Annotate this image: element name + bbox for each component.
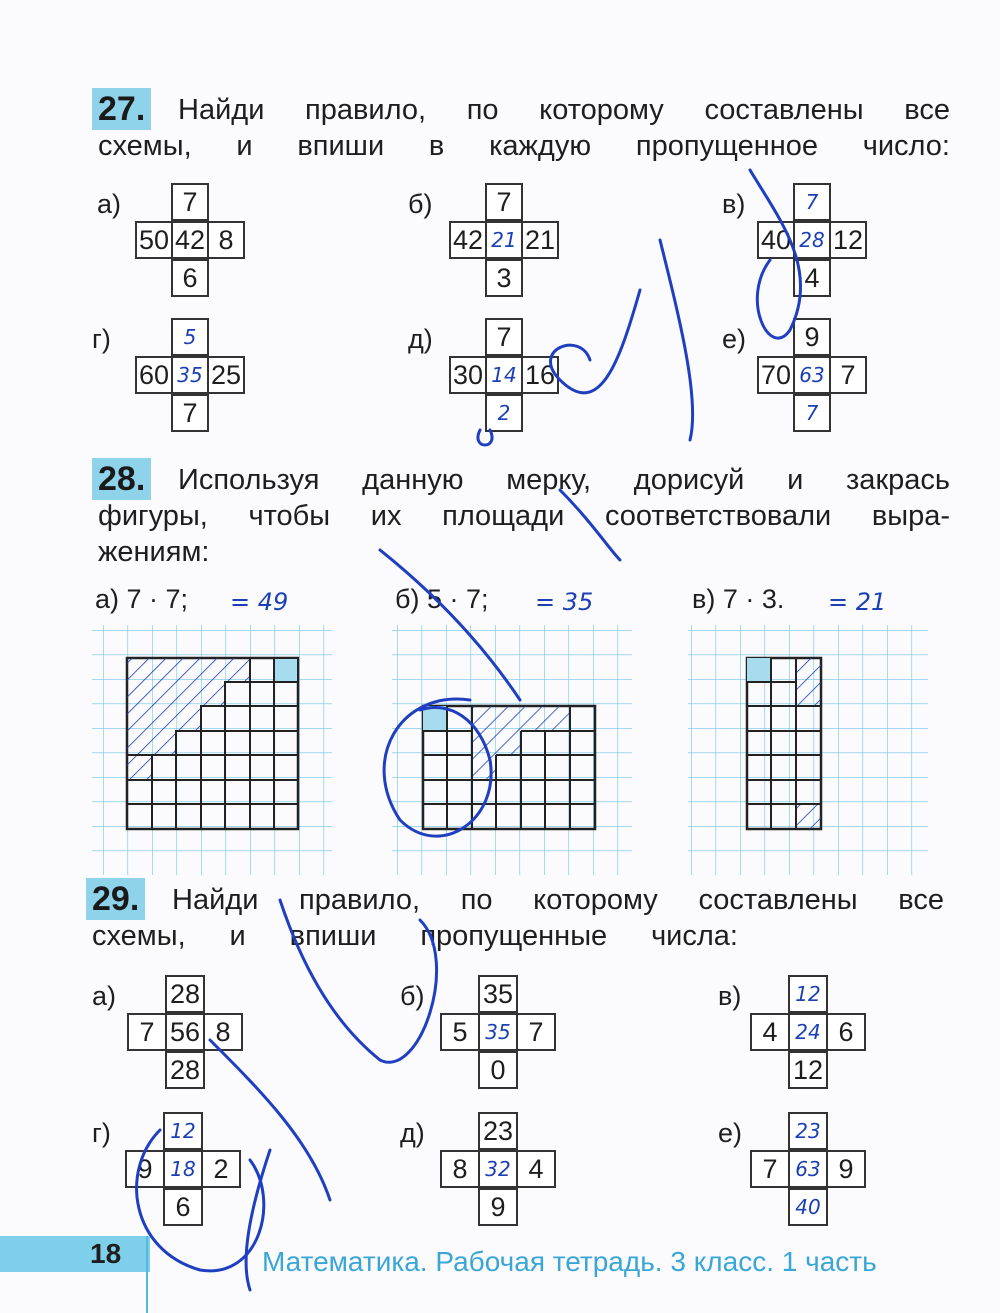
t29-cross-1-right-cell: 7 xyxy=(516,1013,556,1051)
t27-cross-2-label: в) xyxy=(722,189,746,219)
t29-cross-0-left-cell: 7 xyxy=(127,1013,167,1051)
task-28-b-answer: = 35 xyxy=(535,588,594,616)
t27-cross-2-left-cell: 40 xyxy=(757,221,795,259)
t29-cross-1-label: б) xyxy=(400,981,425,1011)
t27-cross-5-left-cell: 70 xyxy=(757,356,795,394)
task-28-b-label: б) 5 · 7; xyxy=(395,584,489,614)
t27-cross-0-label: а) xyxy=(97,189,122,219)
task-29-number: 29. xyxy=(86,878,145,920)
t29-cross-3-label: г) xyxy=(92,1118,111,1148)
t27-cross-0-left-cell: 50 xyxy=(135,221,173,259)
t29-cross-3-left-cell: 9 xyxy=(125,1150,165,1188)
t29-cross-2-label: в) xyxy=(718,981,742,1011)
t27-cross-5-bottom-cell[interactable]: 7 xyxy=(793,394,831,432)
t29-cross-5-left-cell: 7 xyxy=(750,1150,790,1188)
footer-title: Математика. Рабочая тетрадь. 3 класс. 1 часть xyxy=(262,1246,877,1277)
page-number: 18 xyxy=(90,1238,122,1269)
t29-cross-5-center-cell[interactable]: 63 xyxy=(788,1150,828,1188)
t27-cross-0-right-cell: 8 xyxy=(207,221,245,259)
t27-cross-1-left-cell: 42 xyxy=(449,221,487,259)
footer-divider xyxy=(146,1236,148,1313)
t27-cross-4-left-cell: 30 xyxy=(449,356,487,394)
task-28-line-2: фигуры, чтобы их площади соответствовали выра- xyxy=(98,500,950,532)
t29-cross-3-center-cell[interactable]: 18 xyxy=(163,1150,203,1188)
t27-cross-3-label: г) xyxy=(92,324,111,354)
t29-cross-1-bottom-cell: 0 xyxy=(478,1051,518,1089)
t29-cross-2-bottom-cell: 12 xyxy=(788,1051,828,1089)
t29-cross-5-label: е) xyxy=(718,1118,743,1148)
t27-cross-1-center-cell[interactable]: 21 xyxy=(485,221,523,259)
task-27-number: 27. xyxy=(92,88,151,130)
t27-cross-0-bottom-cell: 6 xyxy=(171,259,209,297)
t29-cross-2-right-cell: 6 xyxy=(826,1013,866,1051)
t29-cross-3-right-cell: 2 xyxy=(201,1150,241,1188)
t27-cross-2-top-cell[interactable]: 7 xyxy=(793,183,831,221)
task-28-c-answer: = 21 xyxy=(828,588,887,616)
t27-cross-1-bottom-cell: 3 xyxy=(485,259,523,297)
t29-cross-2-center-cell[interactable]: 24 xyxy=(788,1013,828,1051)
t27-cross-1-right-cell: 21 xyxy=(521,221,559,259)
t27-cross-5-label: е) xyxy=(722,324,747,354)
t27-cross-4-bottom-cell[interactable]: 2 xyxy=(485,394,523,432)
t27-cross-4-top-cell: 7 xyxy=(485,318,523,356)
t27-cross-4-center-cell[interactable]: 14 xyxy=(485,356,523,394)
t27-cross-4-label: д) xyxy=(408,324,433,354)
task-28-line-3: жениям: xyxy=(98,536,210,568)
t29-cross-2-left-cell: 4 xyxy=(750,1013,790,1051)
task-28-a-answer: = 49 xyxy=(230,588,289,616)
task-28-number: 28. xyxy=(92,458,151,500)
task-27-line-2: схемы, и впиши в каждую пропущенное число: xyxy=(98,130,950,162)
t29-cross-1-top-cell: 35 xyxy=(478,975,518,1013)
t27-cross-3-center-cell[interactable]: 35 xyxy=(171,356,209,394)
t27-cross-3-bottom-cell: 7 xyxy=(171,394,209,432)
task-28-a-label: а) 7 · 7; xyxy=(95,584,189,614)
t27-cross-4-right-cell: 16 xyxy=(521,356,559,394)
t29-cross-3-bottom-cell: 6 xyxy=(163,1188,203,1226)
t29-cross-5-top-cell[interactable]: 23 xyxy=(788,1112,828,1150)
task-29-line-1: Найди правило, по которому составлены все xyxy=(172,884,944,916)
t29-cross-1-left-cell: 5 xyxy=(440,1013,480,1051)
task-28-grids xyxy=(0,620,1000,880)
t27-cross-0-center-cell: 42 xyxy=(171,221,209,259)
t29-cross-0-right-cell: 8 xyxy=(203,1013,243,1051)
t27-cross-3-left-cell: 60 xyxy=(135,356,173,394)
t27-cross-1-label: б) xyxy=(408,189,433,219)
task-28-c-label: в) 7 · 3. xyxy=(692,584,785,614)
t29-cross-4-label: д) xyxy=(400,1118,425,1148)
t27-cross-5-right-cell: 7 xyxy=(829,356,867,394)
task-29-line-2: схемы, и впиши пропущенные числа: xyxy=(92,920,738,952)
t29-cross-3-top-cell[interactable]: 12 xyxy=(163,1112,203,1150)
t27-cross-2-center-cell[interactable]: 28 xyxy=(793,221,831,259)
t27-cross-5-center-cell[interactable]: 63 xyxy=(793,356,831,394)
t29-cross-0-label: а) xyxy=(92,981,117,1011)
task-27-line-1: Найди правило, по которому составлены все xyxy=(178,94,950,126)
t29-cross-5-right-cell: 9 xyxy=(826,1150,866,1188)
t29-cross-5-bottom-cell[interactable]: 40 xyxy=(788,1188,828,1226)
t27-cross-3-top-cell[interactable]: 5 xyxy=(171,318,209,356)
t29-cross-4-bottom-cell: 9 xyxy=(478,1188,518,1226)
t29-cross-1-center-cell[interactable]: 35 xyxy=(478,1013,518,1051)
footer-bar xyxy=(0,1236,150,1272)
t27-cross-3-right-cell: 25 xyxy=(207,356,245,394)
t29-cross-4-left-cell: 8 xyxy=(440,1150,480,1188)
t27-cross-2-right-cell: 12 xyxy=(829,221,867,259)
t29-cross-0-bottom-cell: 28 xyxy=(165,1051,205,1089)
t27-cross-5-top-cell: 9 xyxy=(793,318,831,356)
t29-cross-4-right-cell: 4 xyxy=(516,1150,556,1188)
t29-cross-0-center-cell: 56 xyxy=(165,1013,205,1051)
t27-cross-1-top-cell: 7 xyxy=(485,183,523,221)
t29-cross-0-top-cell: 28 xyxy=(165,975,205,1013)
t29-cross-4-center-cell[interactable]: 32 xyxy=(478,1150,518,1188)
t27-cross-2-bottom-cell: 4 xyxy=(793,259,831,297)
t29-cross-2-top-cell[interactable]: 12 xyxy=(788,975,828,1013)
t29-cross-4-top-cell: 23 xyxy=(478,1112,518,1150)
task-28-line-1: Используя данную мерку, дорисуй и закрась xyxy=(178,464,950,496)
t27-cross-0-top-cell: 7 xyxy=(171,183,209,221)
